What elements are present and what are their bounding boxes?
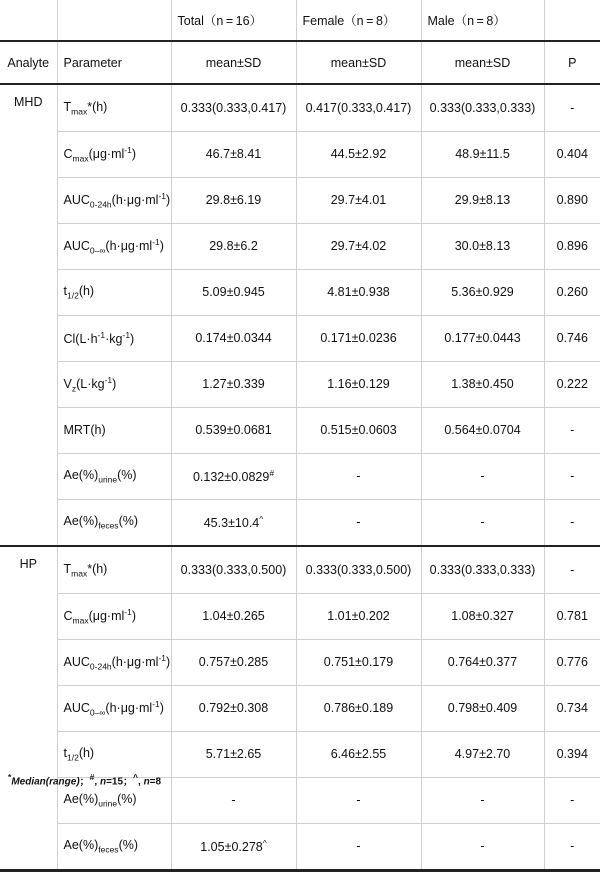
male-value: 4.97±2.70 <box>421 731 544 777</box>
parameter-cell: $T_{max}*(h)$ <box>57 546 171 593</box>
table-row <box>0 269 600 315</box>
parameter-cell: $C_{max}(\mu g\cdot ml^{-1})$ <box>57 131 171 177</box>
parameter-cell: $t_{1/2}(h)$ <box>57 269 171 315</box>
parameter-cell: $Ae(\%)_{urine}(\%)$ <box>57 453 171 499</box>
p-value: - <box>544 823 600 871</box>
p-value: 0.222 <box>544 361 600 407</box>
parameter-cell: $C_{max}(\mu g\cdot ml^{-1})$ <box>57 593 171 639</box>
total-value: 29.8±6.2 <box>171 223 296 269</box>
p-value: - <box>544 407 600 453</box>
parameter-cell: MRT(h) <box>57 407 171 453</box>
male-value: 0.764±0.377 <box>421 639 544 685</box>
table-row <box>0 639 600 685</box>
female-value: - <box>296 453 421 499</box>
male-value: 0.564±0.0704 <box>421 407 544 453</box>
total-value: 0.333(0.333,0.417) <box>171 84 296 131</box>
male-value: - <box>421 499 544 546</box>
p-value: - <box>544 546 600 593</box>
parameter-cell: $t_{1/2}(h)$ <box>57 731 171 777</box>
header-male: Male（n = 8） <box>421 0 544 41</box>
header-total-stat: mean±SD <box>171 41 296 84</box>
table-row <box>0 499 600 546</box>
total-value: 1.04±0.265 <box>171 593 296 639</box>
parameter-cell: $Ae(\%)_{feces}(\%)$ <box>57 823 171 871</box>
header-female-stat: mean±SD <box>296 41 421 84</box>
table-row <box>0 731 600 777</box>
table-row <box>0 131 600 177</box>
total-value: 45.3±10.4^ <box>171 499 296 546</box>
male-value: 29.9±8.13 <box>421 177 544 223</box>
p-value: 0.776 <box>544 639 600 685</box>
table-row <box>0 223 600 269</box>
total-value: 0.539±0.0681 <box>171 407 296 453</box>
male-value: 5.36±0.929 <box>421 269 544 315</box>
analyte-label: HP <box>19 557 37 571</box>
column-header-row <box>0 41 600 84</box>
p-value: - <box>544 84 600 131</box>
analyte-label: MHD <box>14 95 43 109</box>
total-value: 29.8±6.19 <box>171 177 296 223</box>
table-row <box>0 823 600 871</box>
total-value: 1.05±0.278^ <box>171 823 296 871</box>
female-value: 29.7±4.01 <box>296 177 421 223</box>
total-value: 46.7±8.41 <box>171 131 296 177</box>
female-value: 1.16±0.129 <box>296 361 421 407</box>
total-value: 0.792±0.308 <box>171 685 296 731</box>
female-value: 0.171±0.0236 <box>296 315 421 361</box>
parameter-cell: $AUC_{0-\infty}(h\cdot\mu g\cdot ml^{-1})$ <box>57 223 171 269</box>
female-value: 4.81±0.938 <box>296 269 421 315</box>
female-value: - <box>296 499 421 546</box>
header-female: Female（n = 8） <box>296 0 421 41</box>
header-total: Total（n = 16） <box>171 0 296 41</box>
female-value: 6.46±2.55 <box>296 731 421 777</box>
parameter-cell: $Ae(\%)_{urine}(\%)$ <box>57 777 171 823</box>
female-value: 0.515±0.0603 <box>296 407 421 453</box>
p-value: 0.260 <box>544 269 600 315</box>
p-value: - <box>544 777 600 823</box>
table-row <box>0 361 600 407</box>
male-value: 0.177±0.0443 <box>421 315 544 361</box>
table-footnote: *Median(range)；#, n=15；^, n=8 <box>8 772 162 788</box>
male-value: 0.333(0.333,0.333) <box>421 84 544 131</box>
table-row <box>0 546 600 593</box>
parameter-cell: $Ae(\%)_{feces}(\%)$ <box>57 499 171 546</box>
p-value: 0.781 <box>544 593 600 639</box>
female-value: 0.786±0.189 <box>296 685 421 731</box>
header-p: P <box>544 41 600 84</box>
table-row <box>0 315 600 361</box>
female-value: - <box>296 777 421 823</box>
male-value: 48.9±11.5 <box>421 131 544 177</box>
header-male-stat: mean±SD <box>421 41 544 84</box>
male-value: 0.798±0.409 <box>421 685 544 731</box>
p-value: 0.404 <box>544 131 600 177</box>
parameter-cell: $T_{max}*(h)$ <box>57 84 171 131</box>
parameter-cell: $AUC_{0-24h}(h\cdot\mu g\cdot ml^{-1})$ <box>57 177 171 223</box>
p-value: 0.896 <box>544 223 600 269</box>
male-value: - <box>421 453 544 499</box>
group-header-row <box>0 0 600 41</box>
parameter-cell: $AUC_{0-24h}(h\cdot\mu g\cdot ml^{-1})$ <box>57 639 171 685</box>
p-value: - <box>544 453 600 499</box>
male-value: 30.0±8.13 <box>421 223 544 269</box>
total-value: 0.174±0.0344 <box>171 315 296 361</box>
table-row <box>0 685 600 731</box>
male-value: 0.333(0.333,0.333) <box>421 546 544 593</box>
table-row <box>0 177 600 223</box>
female-value: - <box>296 823 421 871</box>
male-value: 1.08±0.327 <box>421 593 544 639</box>
table-row <box>0 453 600 499</box>
header-parameter: Parameter <box>57 41 171 84</box>
total-value: 0.132±0.0829# <box>171 453 296 499</box>
male-value: - <box>421 777 544 823</box>
parameter-cell: $AUC_{0-\infty}(h\cdot\mu g\cdot ml^{-1})$ <box>57 685 171 731</box>
p-value: 0.890 <box>544 177 600 223</box>
male-value: - <box>421 823 544 871</box>
total-value: 5.71±2.65 <box>171 731 296 777</box>
female-value: 0.333(0.333,0.500) <box>296 546 421 593</box>
p-value: 0.734 <box>544 685 600 731</box>
parameter-cell: $V_z(L\cdot kg^{-1})$ <box>57 361 171 407</box>
female-value: 0.417(0.333,0.417) <box>296 84 421 131</box>
p-value: 0.746 <box>544 315 600 361</box>
table-row <box>0 84 600 131</box>
table-row <box>0 407 600 453</box>
female-value: 29.7±4.02 <box>296 223 421 269</box>
female-value: 44.5±2.92 <box>296 131 421 177</box>
p-value: 0.394 <box>544 731 600 777</box>
female-value: 1.01±0.202 <box>296 593 421 639</box>
total-value: - <box>171 777 296 823</box>
parameter-cell: $Cl(L\cdot h^{-1}\cdot kg^{-1})$ <box>57 315 171 361</box>
total-value: 5.09±0.945 <box>171 269 296 315</box>
table-row <box>0 593 600 639</box>
female-value: 0.751±0.179 <box>296 639 421 685</box>
p-value: - <box>544 499 600 546</box>
total-value: 0.333(0.333,0.500) <box>171 546 296 593</box>
total-value: 1.27±0.339 <box>171 361 296 407</box>
total-value: 0.757±0.285 <box>171 639 296 685</box>
male-value: 1.38±0.450 <box>421 361 544 407</box>
header-analyte: Analyte <box>0 41 57 84</box>
